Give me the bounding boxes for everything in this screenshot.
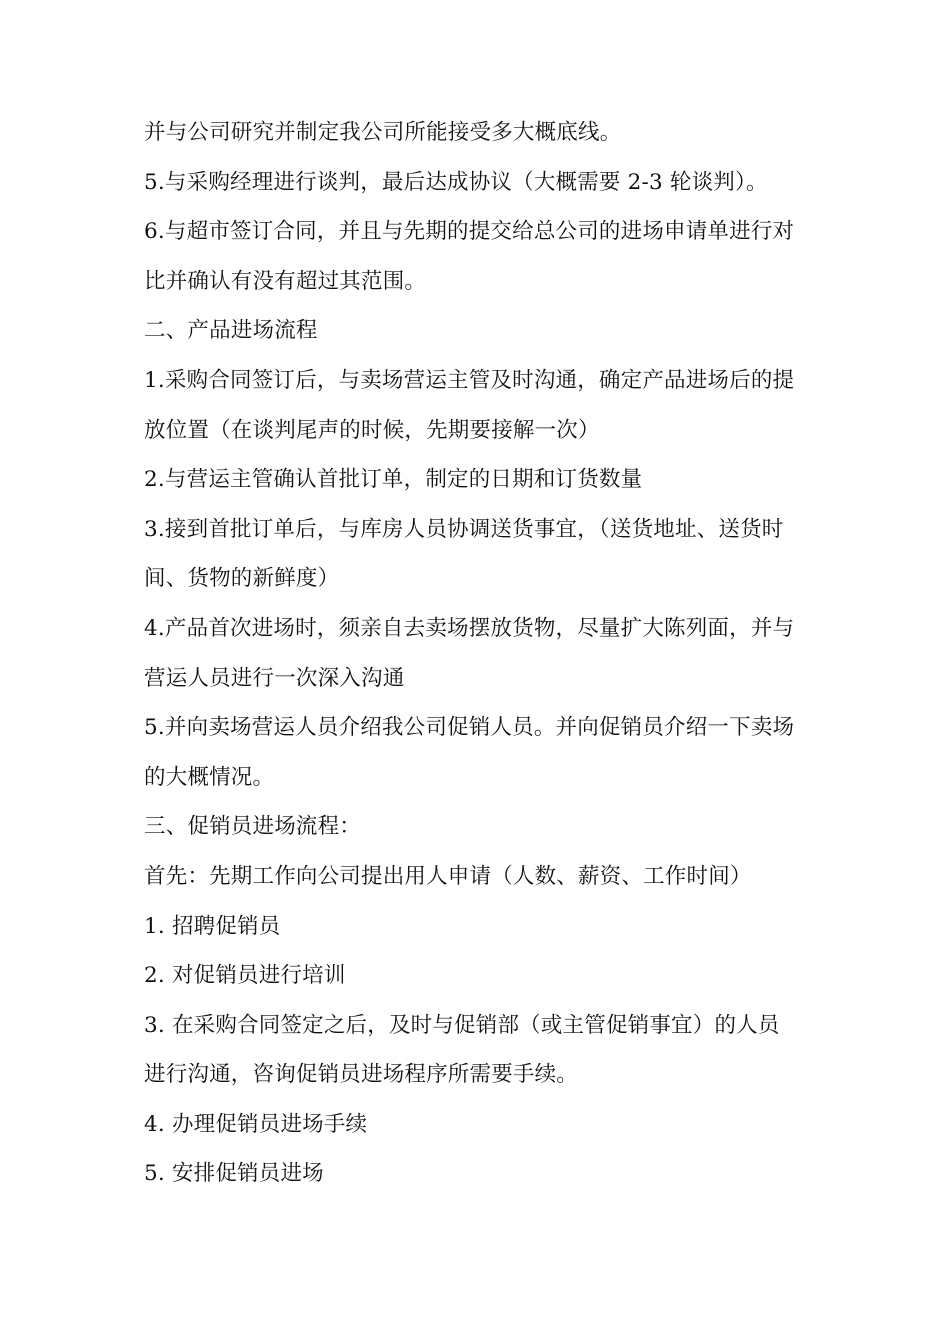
text-line: 的大概情况。 bbox=[144, 764, 275, 790]
text-line: 3.接到首批订单后，与库房人员协调送货事宜，（送货地址、送货时 bbox=[144, 516, 784, 542]
text-line: 1.采购合同签订后，与卖场营运主管及时沟通，确定产品进场后的提 bbox=[144, 367, 795, 393]
text-line: 放位置（在谈判尾声的时候，先期要接解一次） bbox=[144, 417, 600, 443]
text-line: 比并确认有没有超过其范围。 bbox=[144, 268, 427, 294]
text-line: 5.并向卖场营运人员介绍我公司促销人员。并向促销员介绍一下卖场 bbox=[144, 715, 795, 741]
text-line: 4.产品首次进场时，须亲自去卖场摆放货物，尽量扩大陈列面，并与 bbox=[144, 615, 795, 641]
text-line: 5.与采购经理进行谈判，最后达成协议（大概需要 2-3 轮谈判）。 bbox=[144, 169, 768, 195]
text-line: 首先：先期工作向公司提出用人申请（人数、薪资、工作时间） bbox=[144, 863, 752, 889]
text-line: 2.与营运主管确认首批订单，制定的日期和订货数量 bbox=[144, 467, 643, 493]
section-heading: 二、产品进场流程 bbox=[144, 318, 318, 344]
text-line: 1. 招聘促销员 bbox=[144, 913, 281, 939]
text-line: 6.与超市签订合同，并且与先期的提交给总公司的进场申请单进行对 bbox=[144, 219, 795, 245]
text-line: 3. 在采购合同签定之后，及时与促销部（或主管促销事宜）的人员 bbox=[144, 1012, 780, 1038]
text-line: 2. 对促销员进行培训 bbox=[144, 963, 346, 989]
text-line: 4. 办理促销员进场手续 bbox=[144, 1111, 368, 1137]
text-line: 5. 安排促销员进场 bbox=[144, 1161, 324, 1187]
document-body bbox=[144, 108, 814, 1199]
text-line: 间、货物的新鲜度） bbox=[144, 566, 340, 592]
text-line: 营运人员进行一次深入沟通 bbox=[144, 665, 405, 691]
text-line: 并与公司研究并制定我公司所能接受多大概底线。 bbox=[144, 120, 622, 145]
text-line: 进行沟通，咨询促销员进场程序所需要手续。 bbox=[144, 1062, 579, 1088]
section-heading: 三、促销员进场流程： bbox=[144, 814, 362, 840]
